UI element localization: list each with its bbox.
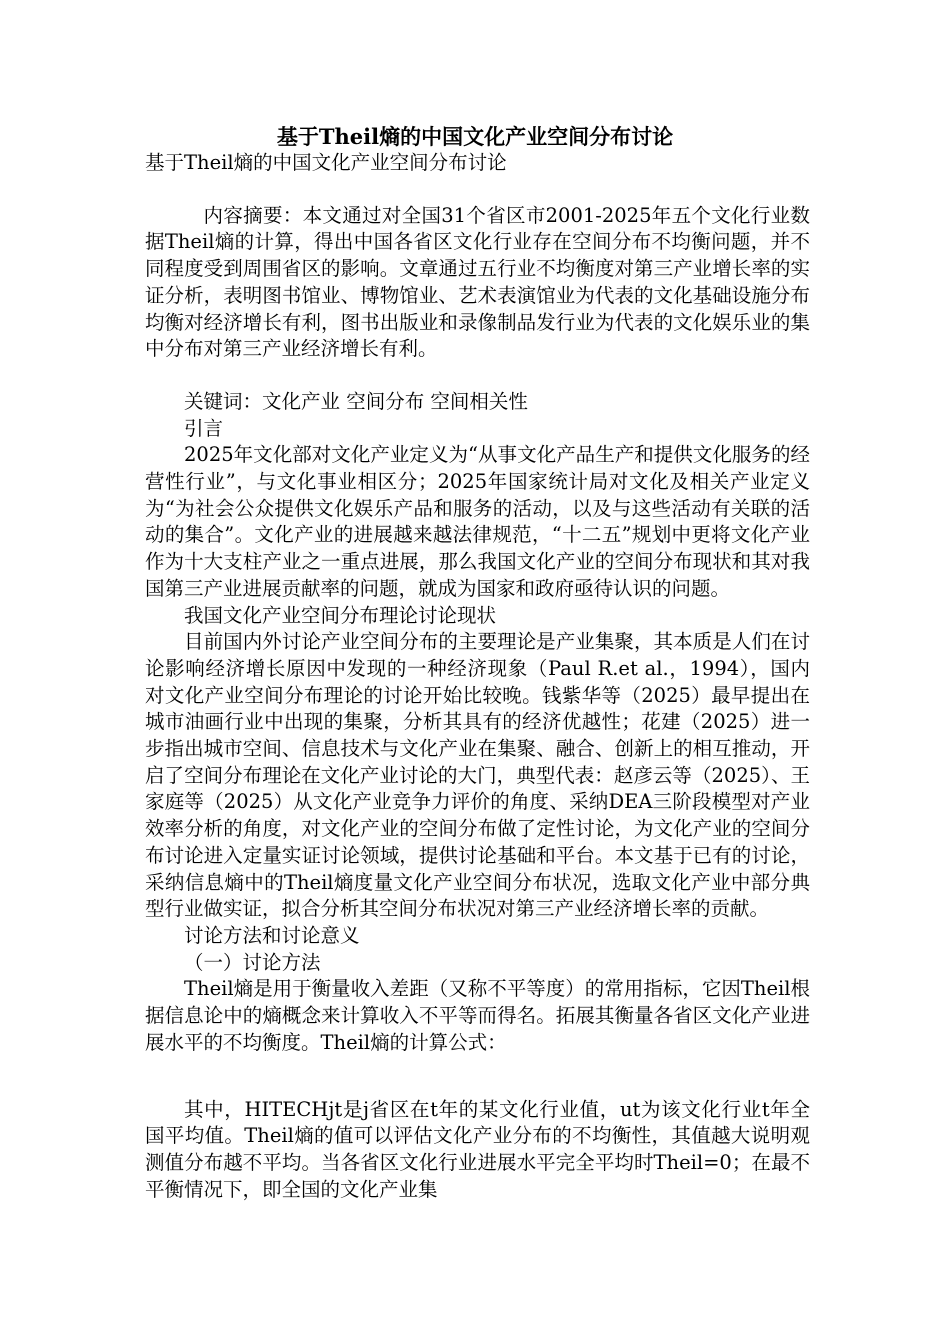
section1-paragraph: 目前国内外讨论产业空间分布的主要理论是产业集聚，其本质是人们在讨论影响经济增长原因中发现的一种经济现象（Paul R.et al.，1994），国内对文化产业空间分布理论的讨论开始比较晚。钱紫华等（2025）最早提出在城市油画行业中出现的集聚，分析其具有的经济优越性；花建（2025）进一步指出城市空间、信息技术与文化产业在集聚、融合、创新上的相互推动，开启了空间分布理论在文化产业讨论的大门，典型代表：赵彦云等（2025）、王家庭等（2025）从文化产业竞争力评价的角度、采纳DEA三阶段模型对产业效率分析的角度，对文化产业的空间分布做了定性讨论，为文化产业的空间分布讨论进入定量实证讨论领域，提供讨论基础和平台。本文基于已有的讨论，采纳信息熵中的Theil熵度量文化产业空间分布状况，选取文化产业中部分典型行业做实证，拟合分析其空间分布状况对第三产业经济增长率的贡献。 <box>145 630 810 921</box>
spacer <box>145 177 810 203</box>
intro-heading: 引言 <box>184 416 224 440</box>
intro-paragraph: 2025年文化部对文化产业定义为“从事文化产品生产和提供文化服务的经营性行业”，与文化事业相区分；2025年国家统计局对文化及相关产业定义为“为社会公众提供文化娱乐产品和服务的活动，以及与这些活动有关联的活动的集合”。文化产业的进展越来越法律规范，“十二五”规划中更将文化产业作为十大支柱产业之一重点进展，那么我国文化产业的空间分布现状和其对我国第三产业进展贡献率的问题，就成为国家和政府亟待认识的问题。 <box>145 443 810 600</box>
document-subtitle: 基于Theil熵的中国文化产业空间分布讨论 <box>145 151 507 174</box>
section1-heading: 我国文化产业空间分布理论讨论现状 <box>184 603 497 627</box>
keywords-line: 关键词：文化产业 空间分布 空间相关性 <box>184 389 528 413</box>
section2-paragraph: Theil熵是用于衡量收入差距（又称不平等度）的常用指标，它因Theil根据信息论中的熵概念来计算收入不平等而得名。拓展其衡量各省区文化产业进展水平的不均衡度。Theil熵的计算公式： <box>145 977 810 1054</box>
section2-paragraph-2: 其中，HITECHjt是j省区在t年的某文化行业值，ut为该文化行业t年全国平均值。Theil熵的值可以评估文化产业分布的不均衡性，其值越大说明观测值分布越不平均。当各省区文化行业进展水平完全平均时Theil=0；在最不平衡情况下，即全国的文化产业集 <box>145 1097 810 1201</box>
abstract-paragraph: 内容摘要：本文通过对全国31个省区市2001-2025年五个文化行业数据Theil熵的计算，得出中国各省区文化行业存在空间分布不均衡问题，并不同程度受到周围省区的影响。文章通过五行业不均衡度对第三产业增长率的实证分析，表明图书馆业、博物馆业、艺术表演馆业为代表的文化基础设施分布均衡对经济增长有利，图书出版业和录像制品发行业为代表的文化娱乐业的集中分布对第三产业经济增长有利。 <box>145 203 810 361</box>
spacer <box>145 363 810 389</box>
formula-placeholder <box>145 1057 810 1097</box>
document-body <box>145 150 810 1203</box>
document-title: 基于Theil熵的中国文化产业空间分布讨论 <box>276 124 674 149</box>
section2-subheading: （一）讨论方法 <box>184 950 321 974</box>
section2-heading: 讨论方法和讨论意义 <box>184 923 360 947</box>
